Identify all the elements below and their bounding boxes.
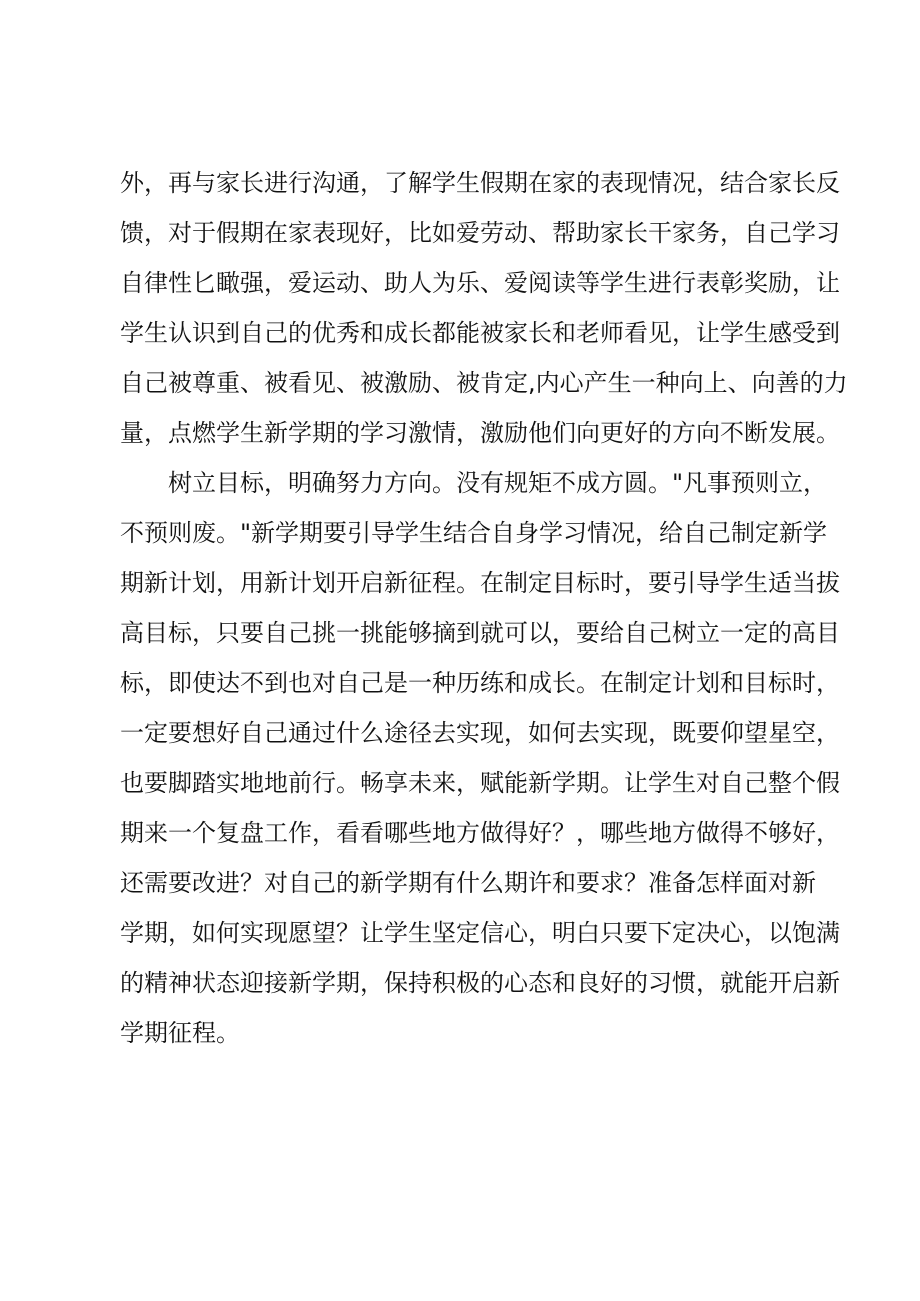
text-line: 的精神状态迎接新学期，保持积极的心态和良好的习惯，就能开启新 <box>120 969 840 997</box>
text-line: 不预则废。"新学期要引导学生结合自身学习情况，给自己制定新学 <box>120 519 828 547</box>
paragraph-start-line: 树立目标，明确努力方向。没有规矩不成方圆。"凡事预则立， <box>120 469 828 497</box>
body-text <box>120 158 848 1058</box>
text-line: 学生认识到自己的优秀和成长都能被家长和老师看见，让学生感受到 <box>120 319 840 347</box>
text-line: 也要脚踏实地地前行。畅享未来，赋能新学期。让学生对自己整个假 <box>120 769 840 797</box>
text-line: 馈，对于假期在家表现好，比如爱劳动、帮助家长干家务，自己学习 <box>120 219 840 247</box>
text-line: 期来一个复盘工作，看看哪些地方做得好？，哪些地方做得不够好， <box>120 819 840 847</box>
text-line: 自律性匕瞰强，爱运动、助人为乐、爱阅读等学生进行表彰奖励，让 <box>120 269 840 297</box>
text-line: 自己被尊重、被看见、被激励、被肯定,内心产生一种向上、向善的力 <box>120 369 848 397</box>
text-line: 还需要改进？对自己的新学期有什么期许和要求？准备怎样面对新 <box>120 869 816 897</box>
text-line: 标，即使达不到也对自己是一种历练和成长。在制定计划和目标时， <box>120 669 840 697</box>
text-line: 学期征程。 <box>120 1019 240 1047</box>
text-line: 量，点燃学生新学期的学习激情，激励他们向更好的方向不断发展。 <box>120 419 840 447</box>
text-line: 高目标，只要自己挑一挑能够摘到就可以，要给自己树立一定的高目 <box>120 619 840 647</box>
text-line: 一定要想好自己通过什么途径去实现，如何去实现，既要仰望星空， <box>120 719 840 747</box>
text-line: 期新计划，用新计划开启新征程。在制定目标时，要引导学生适当拔 <box>120 569 840 597</box>
text-line: 外，再与家长进行沟通，了解学生假期在家的表现情况，结合家长反 <box>120 169 840 197</box>
text-line: 学期，如何实现愿望？让学生坚定信心，明白只要下定决心，以饱满 <box>120 919 840 947</box>
